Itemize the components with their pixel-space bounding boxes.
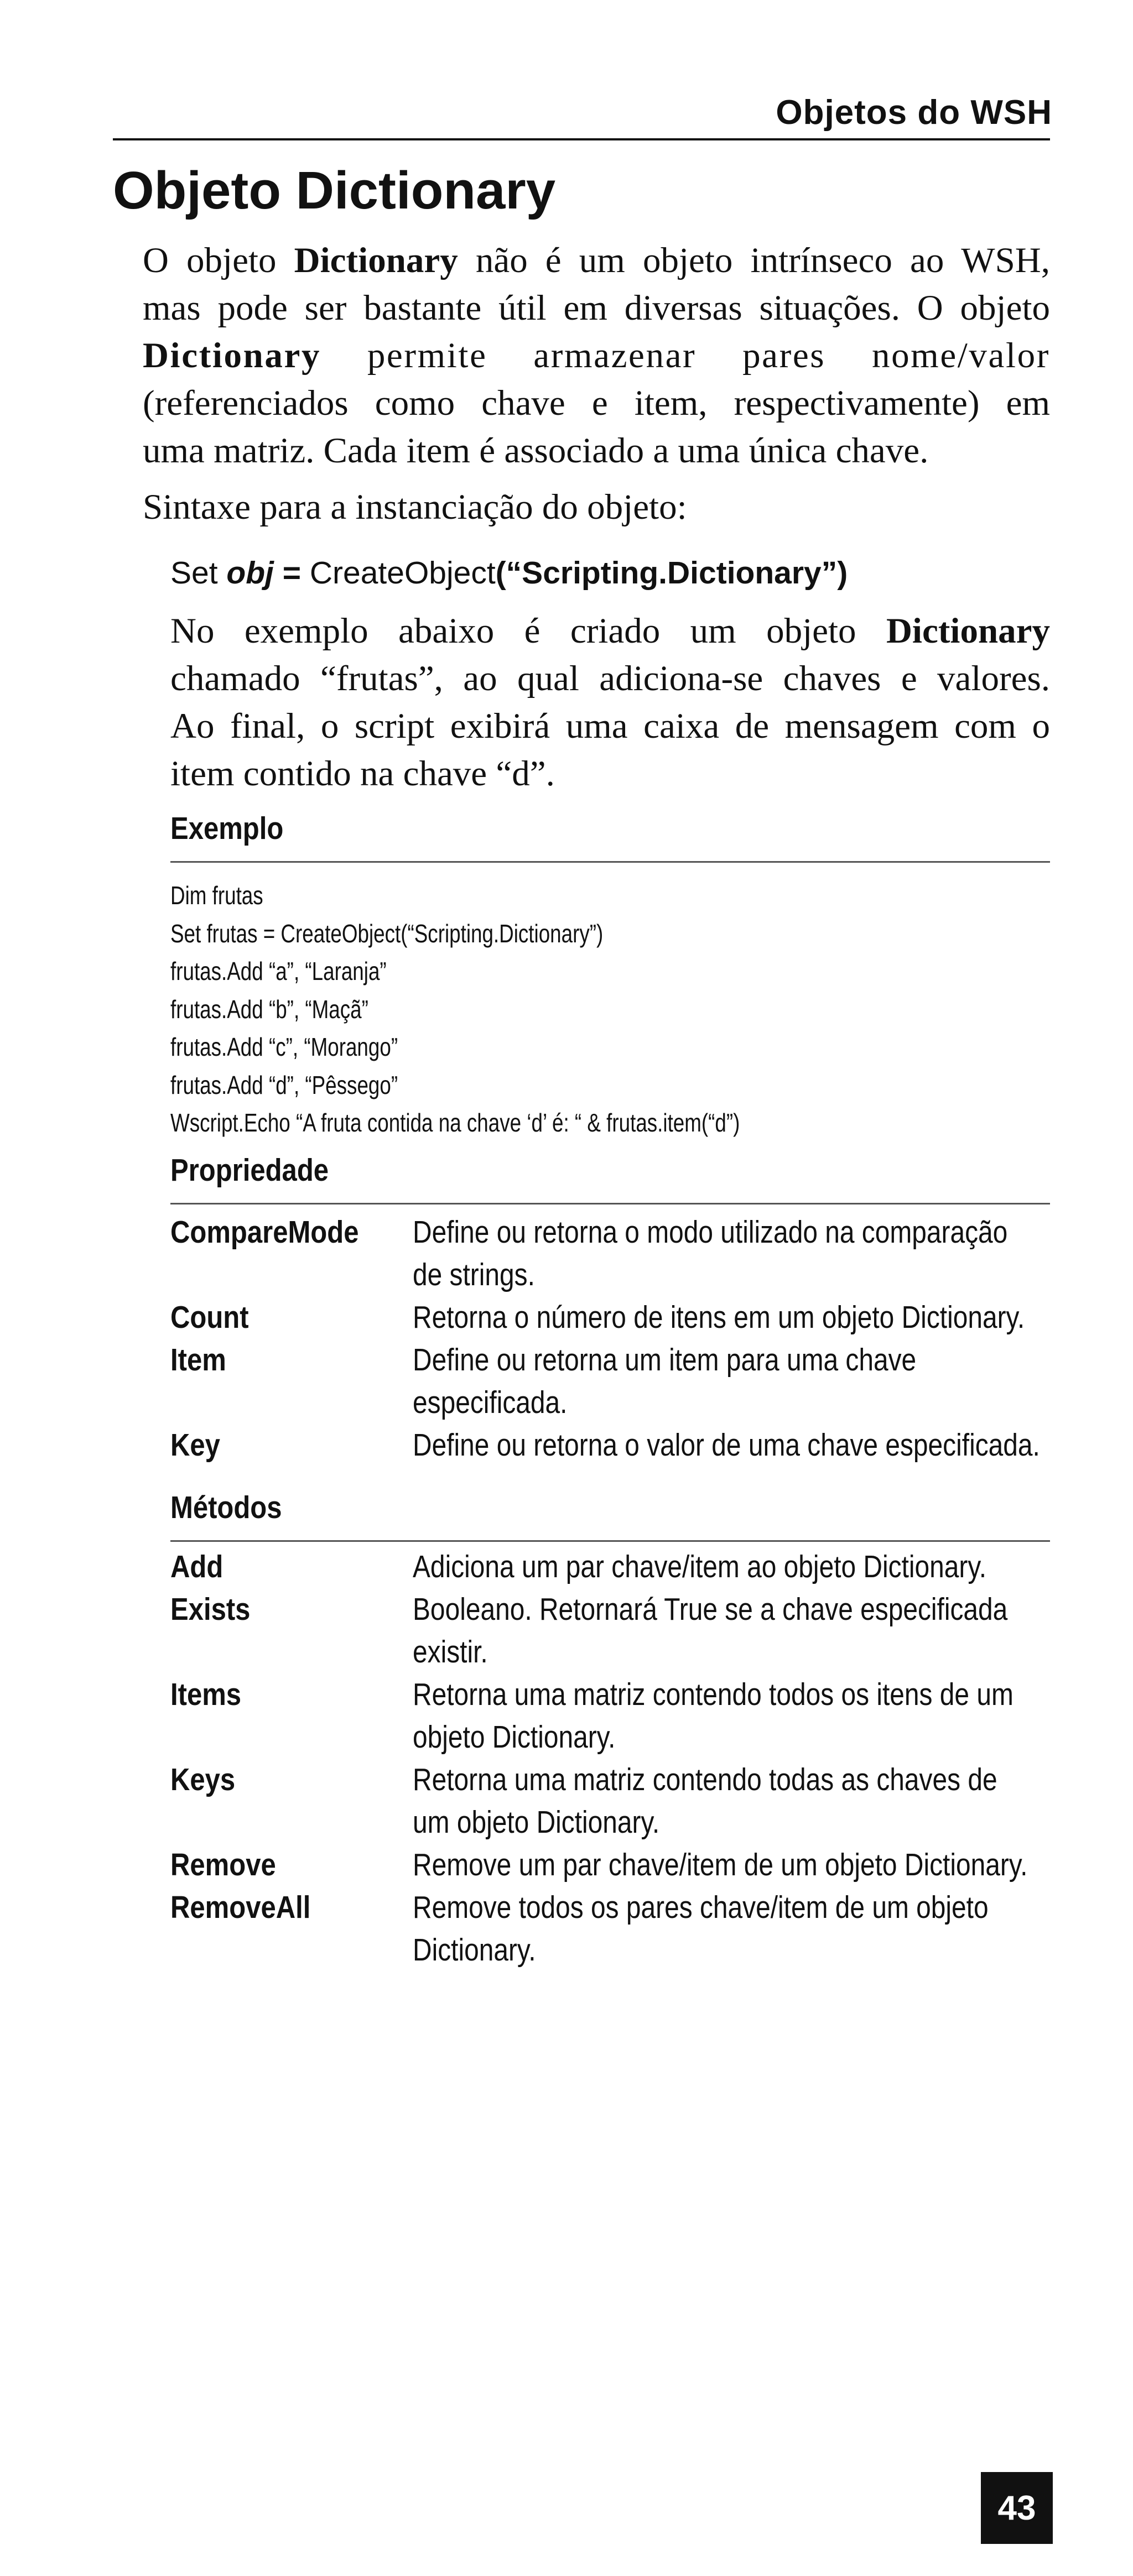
keyword-dictionary: Dictionary	[294, 241, 458, 280]
property-desc: Retorna o número de itens em um objeto Dictionary.	[413, 1300, 1025, 1335]
method-term: Remove	[170, 1847, 276, 1883]
example-paragraph: No exemplo abaixo é criado um objeto Dictionary chamado “frutas”, ao qual adiciona-se chaves e valores. Ao final, o script exibirá uma caixa de mensagem com o item contido na chave “d”.	[170, 611, 1050, 794]
example-label: Exemplo	[170, 811, 284, 846]
code-line: frutas.Add “d”, “Pêssego”	[170, 1070, 398, 1099]
code-line: Dim frutas	[170, 881, 263, 910]
property-term: Item	[170, 1342, 226, 1378]
methods-list	[170, 1546, 1050, 1972]
method-desc: Remove um par chave/item de um objeto Dictionary.	[413, 1847, 1028, 1883]
method-row	[170, 1844, 1050, 1886]
property-row	[170, 1296, 1050, 1339]
syntax-obj: obj	[226, 555, 274, 591]
property-term: Count	[170, 1300, 249, 1335]
code-line: frutas.Add “c”, “Morango”	[170, 1033, 398, 1061]
intro-line: uma matriz. Cada item é associado a uma única chave.	[143, 431, 929, 471]
property-desc: Define ou retorna o valor de uma chave especificada.	[413, 1427, 1040, 1463]
method-row	[170, 1546, 1050, 1588]
properties-list	[170, 1211, 1050, 1467]
property-row	[170, 1424, 1050, 1467]
code-line: Set frutas = CreateObject(“Scripting.Dictionary”)	[170, 919, 604, 948]
property-row	[170, 1339, 1050, 1424]
method-row	[170, 1673, 1050, 1759]
intro-line: Dictionary permite armazenar pares nome/valor	[143, 336, 1050, 376]
example-rule	[170, 861, 1050, 863]
intro-line: O objeto Dictionary não é um objeto intrínseco ao WSH,	[143, 241, 1050, 280]
intro-paragraph	[143, 237, 1050, 474]
keyword-dictionary: Dictionary	[886, 611, 1050, 651]
running-header: Objetos do WSH	[776, 93, 1052, 132]
property-term: CompareMode	[170, 1214, 359, 1250]
method-desc: Adiciona um par chave/item ao objeto Dictionary.	[413, 1549, 987, 1584]
property-term: Key	[170, 1427, 220, 1463]
code-line: frutas.Add “a”, “Laranja”	[170, 957, 387, 985]
syntax-line: Set obj = CreateObject(“Scripting.Dictionary”)	[170, 555, 848, 591]
method-row	[170, 1759, 1050, 1844]
method-term: Exists	[170, 1592, 251, 1627]
code-block	[170, 877, 740, 1142]
property-desc: Define ou retorna um item para uma chave especificada.	[413, 1342, 917, 1420]
method-row	[170, 1588, 1050, 1673]
header-rule	[113, 138, 1050, 140]
syntax-argument: (“Scripting.Dictionary”)	[495, 555, 848, 591]
property-desc: Define ou retorna o modo utilizado na comparação de strings.	[413, 1214, 1008, 1292]
method-term: Keys	[170, 1762, 236, 1797]
intro-line: (referenciados como chave e item, respectivamente) em	[143, 383, 1050, 423]
methods-rule	[170, 1540, 1050, 1542]
method-desc: Booleano. Retornará True se a chave especificada existir.	[413, 1592, 1008, 1670]
method-desc: Remove todos os pares chave/item de um objeto Dictionary.	[413, 1890, 989, 1968]
method-desc: Retorna uma matriz contendo todas as chaves de um objeto Dictionary.	[413, 1762, 997, 1840]
method-term: RemoveAll	[170, 1890, 311, 1925]
method-term: Items	[170, 1677, 242, 1712]
properties-label: Propriedade	[170, 1153, 329, 1188]
method-row	[170, 1886, 1050, 1972]
syntax-lead: Sintaxe para a instanciação do objeto:	[143, 487, 687, 527]
method-term: Add	[170, 1549, 224, 1584]
methods-label: Métodos	[170, 1490, 282, 1525]
properties-rule	[170, 1203, 1050, 1204]
intro-line: mas pode ser bastante útil em diversas situações. O objeto	[143, 288, 1050, 328]
method-desc: Retorna uma matriz contendo todos os itens de um objeto Dictionary.	[413, 1677, 1014, 1755]
code-line: frutas.Add “b”, “Maçã”	[170, 994, 368, 1024]
keyword-dictionary: Dictionary	[143, 336, 321, 376]
code-line: Wscript.Echo “A fruta contida na chave ‘d’ é: “ & frutas.item(“d”)	[170, 1108, 740, 1137]
page-number-badge: 43	[981, 2472, 1053, 2544]
section-title: Objeto Dictionary	[113, 161, 556, 220]
property-row	[170, 1211, 1050, 1296]
